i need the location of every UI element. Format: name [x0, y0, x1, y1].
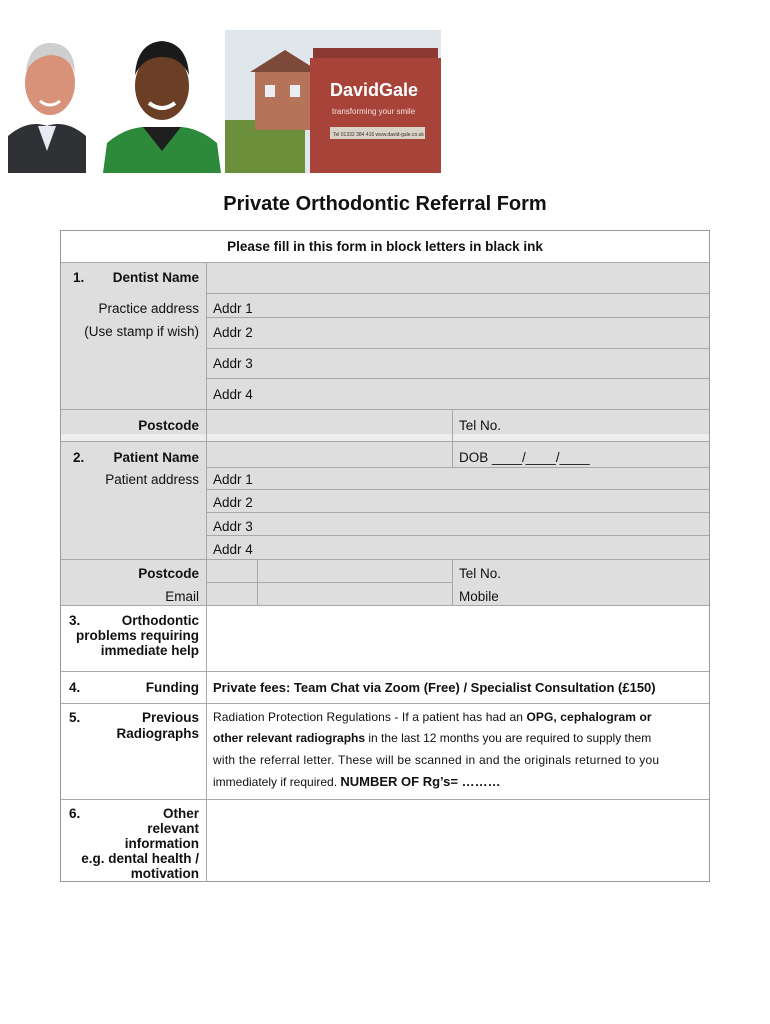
- section6-label-line2: relevant: [147, 821, 199, 836]
- patient-dob-label[interactable]: DOB ____/____/____: [459, 450, 590, 465]
- sign-contact: Tel 01332 384 416 www.david-gale.co.uk: [333, 132, 424, 138]
- patient-postcode-field[interactable]: [207, 560, 452, 582]
- dentist-name-label: Dentist Name: [112, 270, 199, 285]
- funding-label: Funding: [145, 680, 199, 695]
- practice-addr1-label: Addr 1: [213, 301, 253, 316]
- orthodontic-problems-field[interactable]: [207, 606, 709, 671]
- section3-number: 3.: [69, 613, 81, 628]
- dentist-photo-2: [103, 31, 221, 173]
- patient-addr2-label: Addr 2: [213, 495, 253, 510]
- practice-addr2-label: Addr 2: [213, 325, 253, 340]
- patient-address-label: Patient address: [105, 472, 199, 487]
- section3-label-line2: problems requiring: [75, 628, 199, 643]
- practice-postcode-field[interactable]: [207, 410, 452, 440]
- stamp-note: (Use stamp if wish): [84, 324, 199, 339]
- section5-label-line2: Radiographs: [116, 726, 199, 741]
- section3-label-line1: Orthodontic: [121, 613, 199, 628]
- practice-postcode-label: Postcode: [138, 418, 199, 433]
- practice-tel-label: Tel No.: [459, 418, 502, 433]
- patient-name-field[interactable]: [207, 442, 452, 467]
- patient-name-label: Patient Name: [113, 450, 199, 465]
- patient-addr4-label: Addr 4: [213, 542, 253, 557]
- section5-label-line1: Previous: [141, 710, 199, 725]
- section1-number: 1.: [73, 270, 85, 285]
- practice-addr4-label: Addr 4: [213, 387, 253, 402]
- patient-mobile-field[interactable]: [511, 583, 709, 605]
- section6-label-line3: information: [124, 836, 199, 851]
- patient-address-field[interactable]: [261, 468, 709, 559]
- radiographs-text-line1: Radiation Protection Regulations - If a patient has had an OPG, cephalogram or: [213, 710, 652, 724]
- section6-number: 6.: [69, 806, 81, 821]
- patient-addr3-label: Addr 3: [213, 519, 253, 534]
- section2-number: 2.: [73, 450, 85, 465]
- section4-number: 4.: [69, 680, 81, 695]
- other-information-field[interactable]: [207, 800, 709, 882]
- practice-address-field[interactable]: [261, 294, 709, 409]
- dentist-photo-1: [8, 31, 86, 173]
- page-title: Private Orthodontic Referral Form: [223, 193, 547, 215]
- funding-options[interactable]: Private fees: Team Chat via Zoom (Free) / Specialist Consultation (£150): [213, 680, 656, 695]
- practice-building-photo: [225, 30, 441, 173]
- practice-tel-field[interactable]: [511, 410, 709, 440]
- referral-form: [60, 230, 710, 882]
- section5-number: 5.: [69, 710, 81, 725]
- radiographs-text-line3: with the referral letter. These will be scanned in and the originals returned to you: [213, 753, 660, 767]
- section6-label-line5: motivation: [130, 866, 199, 881]
- section3-label-line3: immediate help: [100, 643, 199, 658]
- patient-email-label: Email: [165, 589, 199, 604]
- patient-tel-field[interactable]: [511, 560, 709, 582]
- practice-addr3-label: Addr 3: [213, 356, 253, 371]
- form-instruction: Please fill in this form in block letters in black ink: [227, 239, 543, 254]
- section6-label-line1: Other: [162, 806, 199, 821]
- patient-tel-label: Tel No.: [459, 566, 502, 581]
- dentist-name-field[interactable]: [207, 263, 709, 293]
- sign-name: DavidGale: [330, 80, 419, 100]
- patient-email-field[interactable]: [207, 583, 452, 605]
- patient-postcode-label: Postcode: [138, 566, 199, 581]
- patient-addr1-label: Addr 1: [213, 472, 253, 487]
- patient-mobile-label: Mobile: [459, 589, 499, 604]
- section6-label-line4: e.g. dental health /: [81, 851, 199, 866]
- radiographs-text-line4: immediately if required. NUMBER OF Rg’s= ………: [213, 774, 501, 789]
- practice-address-label: Practice address: [98, 301, 199, 316]
- radiographs-text-line2: other relevant radiographs in the last 12 months you are required to supply them: [213, 731, 652, 745]
- sign-tagline: transforming your smile: [332, 107, 416, 116]
